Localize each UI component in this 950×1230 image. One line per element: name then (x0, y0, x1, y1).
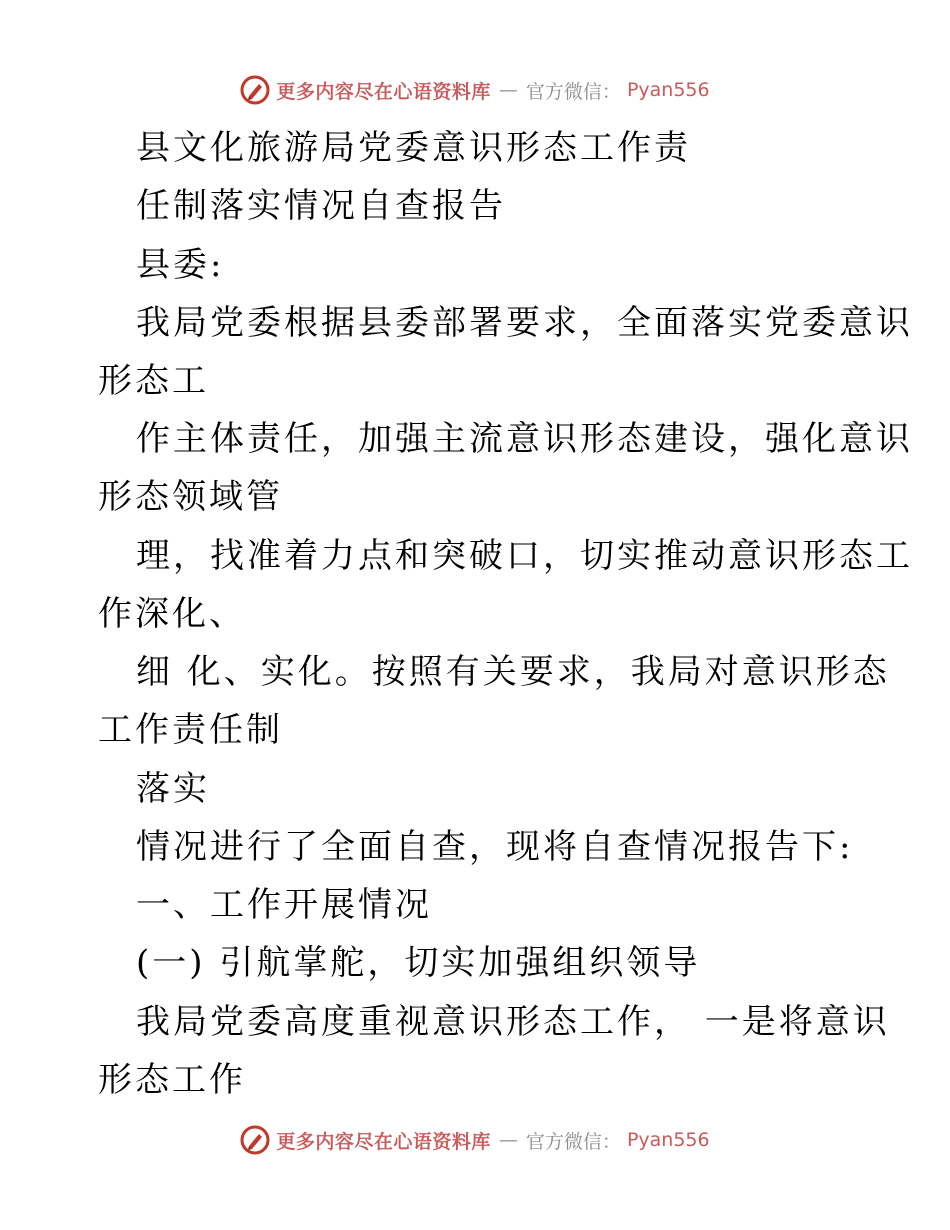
doc-title-line-1: 县文化旅游局党委意识形态工作责 (136, 128, 691, 168)
paragraph-line: 我局党委高度重视意识形态工作， 一是将意识 (136, 1002, 890, 1042)
paragraph-line: 落实 (136, 769, 210, 809)
paragraph-line: 细 化、实化。按照有关要求，我局对意识形态 (136, 652, 890, 692)
watermark-slogan: 更多内容尽在心语资料库 (276, 80, 491, 103)
paragraph-line: 形态领域管 (98, 477, 283, 517)
paragraph-line: 形态工 (98, 361, 209, 401)
footer-watermark (0, 1122, 950, 1158)
section-heading: 一、工作开展情况 (136, 885, 432, 925)
doc-title-line-2: 任制落实情况自查报告 (136, 186, 506, 226)
watermark-wechat-id: Pyan556 (626, 79, 710, 101)
watermark-wechat-id: Pyan556 (626, 1129, 710, 1151)
subsection-heading: (一) 引航掌舵，切实加强组织领导 (136, 943, 701, 983)
paragraph-line: 我局党委根据县委部署要求，全面落实党委意识 (136, 303, 913, 343)
watermark-dash: — (498, 1129, 518, 1151)
watermark-dash: — (498, 79, 518, 101)
pen-logo-icon (240, 1125, 270, 1155)
paragraph-line: 作主体责任，加强主流意识形态建设，强化意识 (136, 419, 913, 459)
paragraph-line: 理，找准着力点和突破口，切实推动意识形态工 (136, 536, 913, 576)
salutation: 县委: (136, 245, 225, 285)
watermark-wechat-label: 官方微信： (525, 80, 621, 103)
paragraph-line: 情况进行了全面自查，现将自查情况报告下: (136, 827, 854, 867)
paragraph-line: 形态工作 (98, 1060, 246, 1100)
watermark-slogan: 更多内容尽在心语资料库 (276, 1130, 491, 1153)
watermark-wechat-label: 官方微信： (525, 1130, 621, 1153)
paragraph-line: 作深化、 (98, 594, 246, 634)
paragraph-line: 工作责任制 (98, 710, 283, 750)
